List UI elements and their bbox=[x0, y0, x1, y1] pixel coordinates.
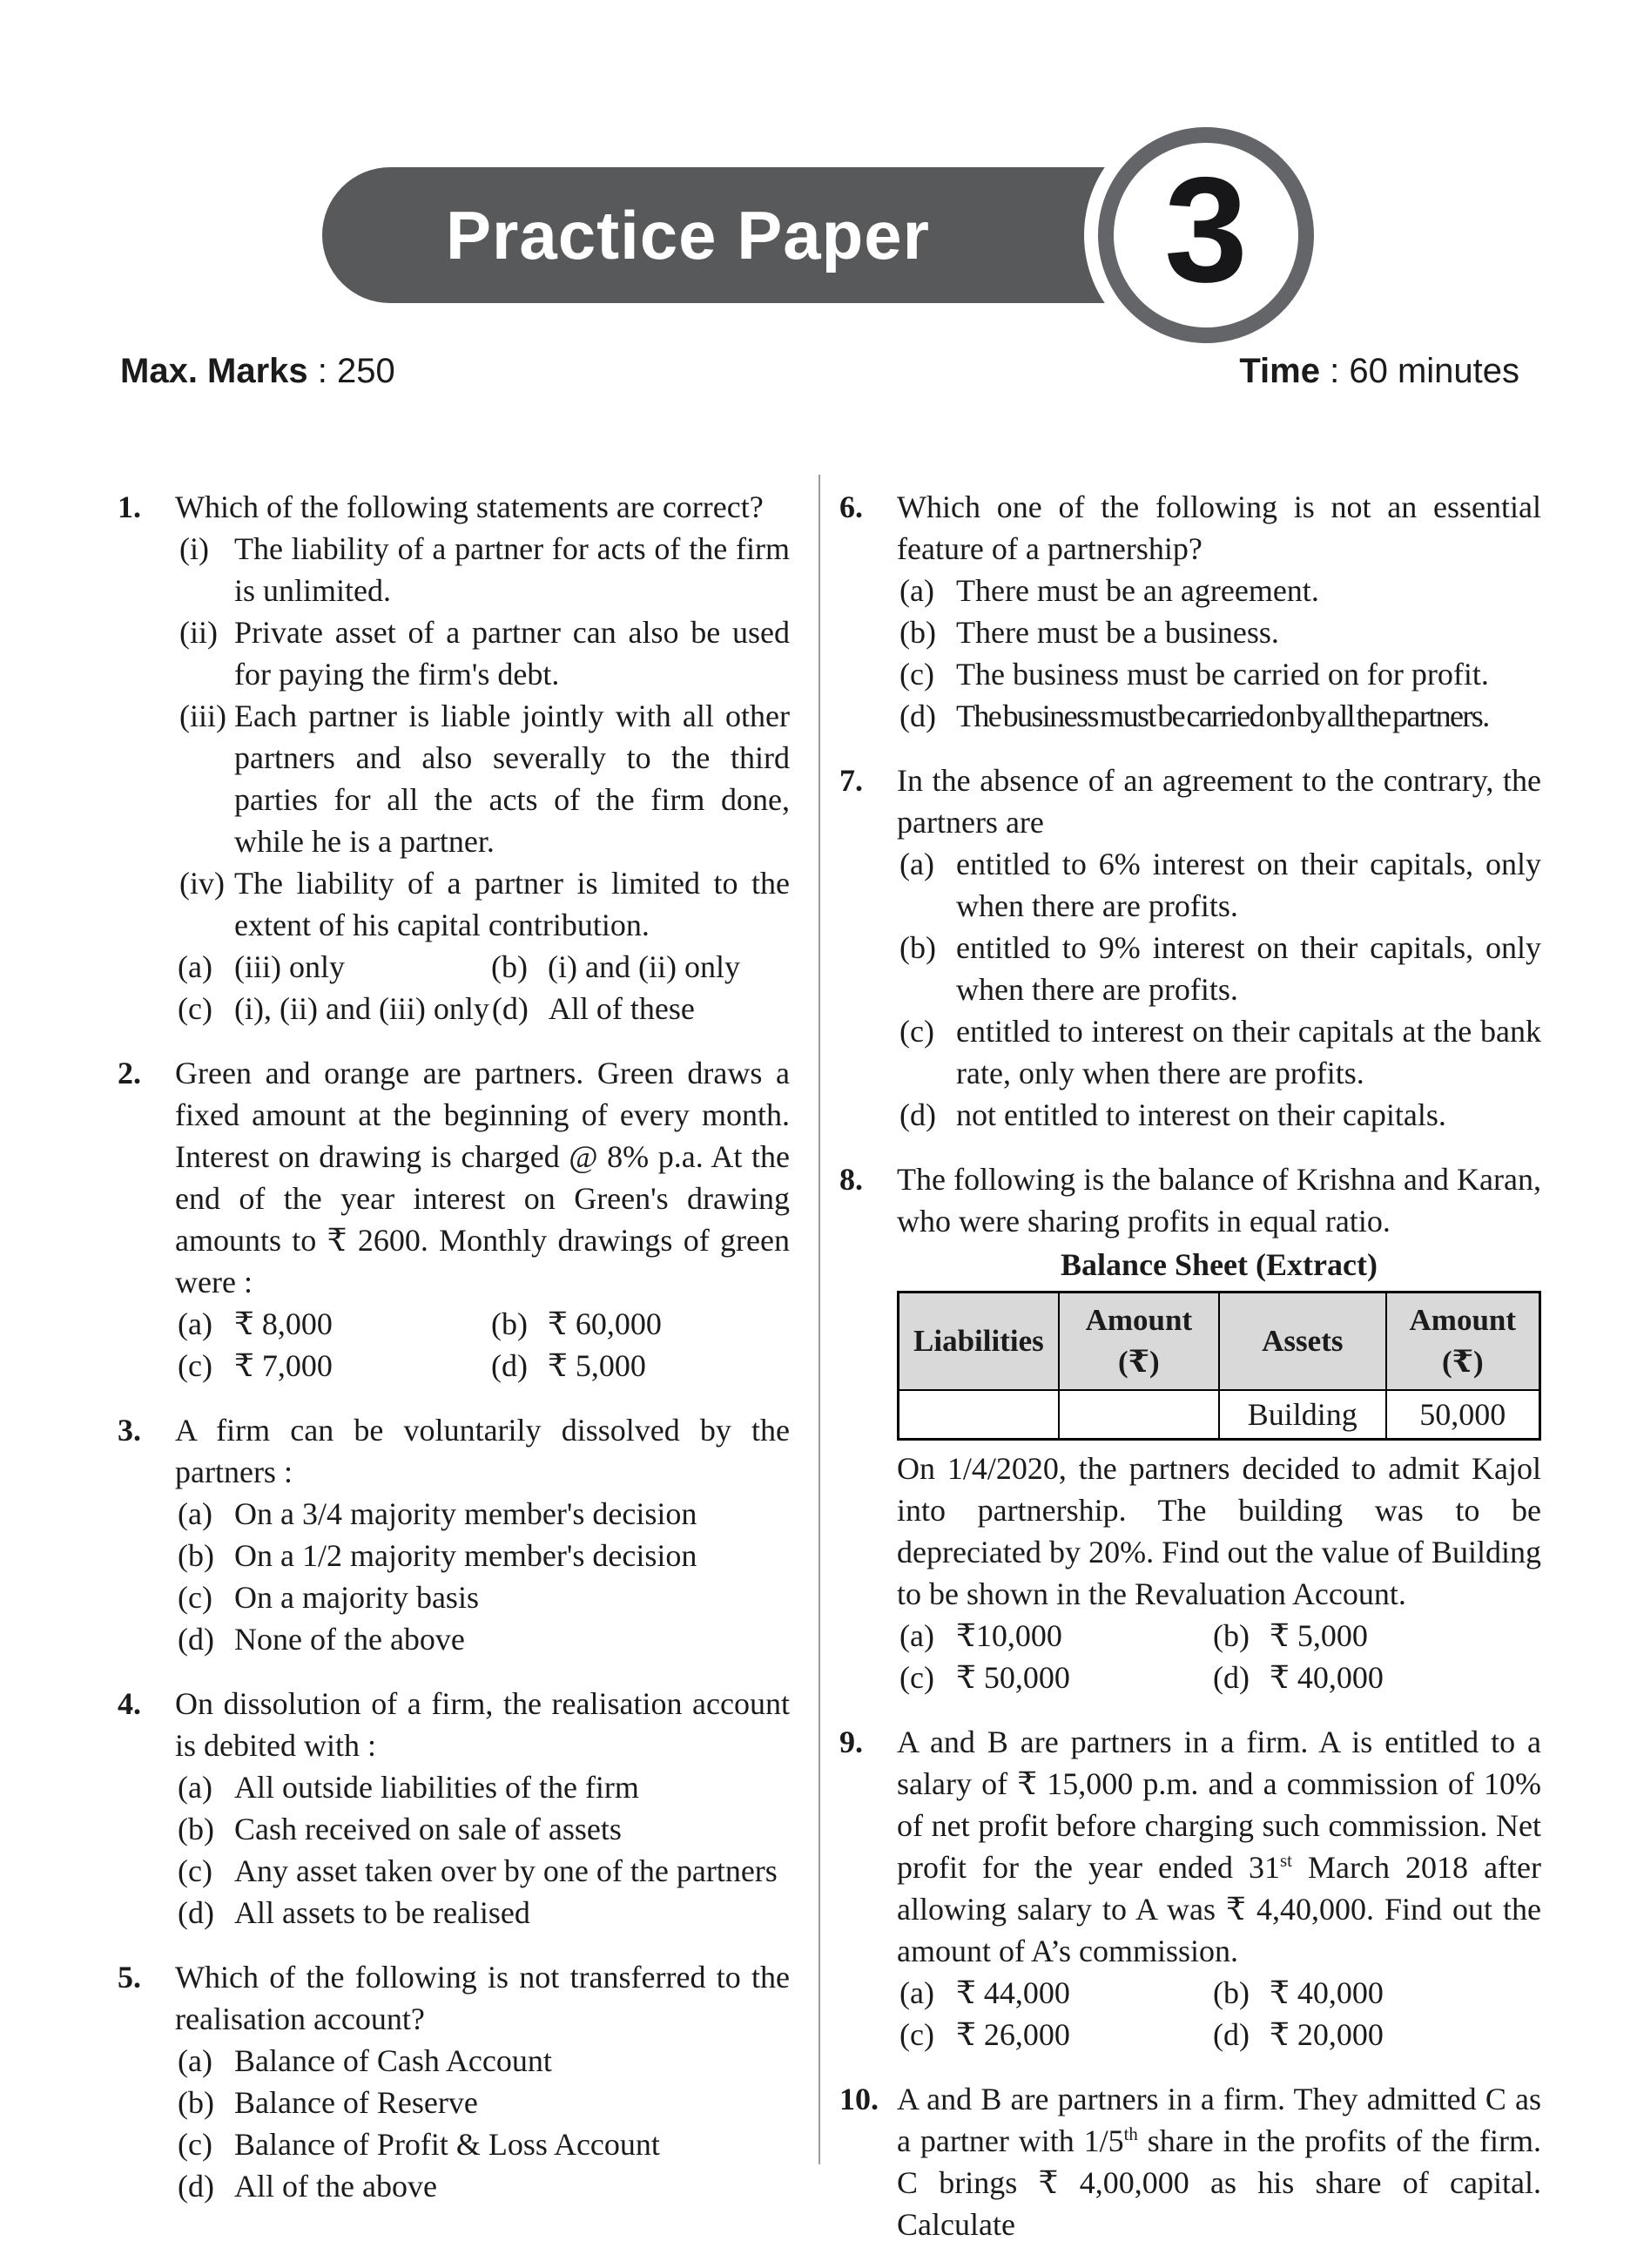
cell-asset: Building bbox=[1219, 1390, 1386, 1439]
question-number: 9. bbox=[839, 1724, 863, 1759]
option-d: (d) The business must be carried on by all the partners. bbox=[899, 699, 1489, 733]
statement-iii: (iii) Each partner is liable jointly with all other partners and also severally to the third parties for all the acts of the firm done, while he is a partner. bbox=[179, 699, 790, 859]
time-allowed bbox=[1239, 352, 1519, 391]
right-column bbox=[839, 486, 1541, 2268]
options-row bbox=[897, 1657, 1541, 1698]
option-c: (c) ₹ 50,000 bbox=[899, 1659, 1070, 1695]
cell-asset-amount: 50,000 bbox=[1386, 1390, 1540, 1439]
option-b: (b) (i) and (ii) only bbox=[491, 949, 740, 984]
cell-liabilities bbox=[899, 1390, 1059, 1439]
question-text: A and B are partners in a firm. A is entitled to a salary of ₹ 15,000 p.m. and a commission of 10% of net profit before charging such commission. Net profit for the year ended 31st March 2018 after allowing salary to A was ₹ 4,40,000. Find out the amount of A’s commission. bbox=[897, 1724, 1541, 1968]
option-a: (a) All outside liabilities of the firm bbox=[178, 1770, 639, 1805]
options-row bbox=[175, 946, 790, 988]
paper-number-badge bbox=[1098, 127, 1314, 343]
options-row bbox=[897, 1972, 1541, 2014]
options-row bbox=[897, 2014, 1541, 2055]
col-assets: Assets bbox=[1219, 1293, 1386, 1391]
option-b: (b) ₹ 40,000 bbox=[1213, 1974, 1384, 2010]
question-3 bbox=[118, 1409, 790, 1660]
question-text: A firm can be voluntarily dissolved by the partners : bbox=[175, 1413, 790, 1489]
question-text: On dissolution of a firm, the realisation account is debited with : bbox=[175, 1686, 790, 1763]
option-c: (c) (i), (ii) and (iii) only bbox=[178, 991, 489, 1026]
option-a: (a) Balance of Cash Account bbox=[178, 2043, 552, 2078]
option-c: (c) Any asset taken over by one of the partners bbox=[178, 1853, 778, 1888]
max-marks-value: : 250 bbox=[317, 352, 395, 390]
question-body: On 1/4/2020, the partners decided to admit Kajol into partnership. The building was to be depreciated by 20%. Find out the value of Building to be shown in the Revaluation Account. bbox=[897, 1450, 1541, 1611]
time-label: Time bbox=[1239, 352, 1320, 390]
question-number: 5. bbox=[118, 1960, 141, 1995]
question-intro: The following is the balance of Krishna and Karan, who were sharing profits in equal ratio. bbox=[897, 1162, 1541, 1239]
question-text: Green and orange are partners. Green draws a fixed amount at the beginning of every month. Interest on drawing is charged @ 8% p.a. At the end of the year interest on Green's drawing amounts to ₹ 2600. Monthly drawings of green were : bbox=[175, 1056, 790, 1299]
superscript: st bbox=[1280, 1849, 1292, 1871]
question-7 bbox=[839, 759, 1541, 1136]
options-row bbox=[175, 988, 790, 1029]
question-8 bbox=[839, 1158, 1541, 1698]
question-number: 6. bbox=[839, 489, 863, 524]
question-text: Which one of the following is not an essential feature of a partnership? bbox=[897, 489, 1541, 566]
superscript: th bbox=[1123, 2123, 1138, 2144]
table-row bbox=[899, 1390, 1540, 1439]
option-b: (b) On a 1/2 majority member's decision bbox=[178, 1538, 697, 1573]
option-b: (b) ₹ 5,000 bbox=[1213, 1617, 1368, 1653]
col-liab-amount: Amount (₹) bbox=[1059, 1293, 1219, 1391]
options-row bbox=[175, 1345, 790, 1387]
option-b: (b) entitled to 9% interest on their capitals, only when there are profits. bbox=[899, 930, 1541, 1007]
balance-sheet-title: Balance Sheet (Extract) bbox=[1061, 1247, 1378, 1282]
banner-title: Practice Paper bbox=[445, 196, 930, 273]
statement-ii: (ii) Private asset of a partner can also be used for paying the firm's debt. bbox=[179, 615, 790, 692]
question-text: Which of the following statements are correct? bbox=[175, 489, 764, 524]
question-number: 4. bbox=[118, 1686, 141, 1721]
statement-iv: (iv) The liability of a partner is limited to the extent of his capital contribution. bbox=[179, 866, 790, 942]
option-c: (c) entitled to interest on their capitals at the bank rate, only when there are profits. bbox=[899, 1014, 1541, 1090]
cell-liab-amount bbox=[1059, 1390, 1219, 1439]
balance-sheet-table bbox=[897, 1291, 1541, 1441]
option-a: (a) (iii) only bbox=[178, 949, 345, 984]
option-c: (c) The business must be carried on for profit. bbox=[899, 657, 1489, 692]
question-number: 1. bbox=[118, 489, 141, 524]
option-c: (c) ₹ 26,000 bbox=[899, 2016, 1070, 2052]
statement-i: (i) The liability of a partner for acts of the firm is unlimited. bbox=[179, 531, 790, 608]
question-9 bbox=[839, 1721, 1541, 2055]
option-c: (c) ₹ 7,000 bbox=[178, 1348, 333, 1383]
option-d: (d) ₹ 20,000 bbox=[1213, 2016, 1384, 2052]
max-marks-label: Max. Marks bbox=[120, 352, 308, 390]
question-number: 8. bbox=[839, 1162, 863, 1197]
option-b: (b) Cash received on sale of assets bbox=[178, 1812, 622, 1846]
option-b: (b) ₹ 60,000 bbox=[491, 1306, 662, 1341]
practice-paper-banner bbox=[322, 167, 1132, 303]
option-b: (b) Balance of Reserve bbox=[178, 2085, 478, 2120]
question-number: 2. bbox=[118, 1056, 141, 1090]
col-asset-amount: Amount (₹) bbox=[1386, 1293, 1540, 1391]
time-value: : 60 minutes bbox=[1330, 352, 1519, 390]
max-marks bbox=[120, 352, 395, 391]
options-row bbox=[175, 1303, 790, 1345]
option-b: (b) There must be a business. bbox=[899, 615, 1279, 650]
option-a: (a) ₹10,000 bbox=[899, 1617, 1062, 1653]
question-5 bbox=[118, 1956, 790, 2207]
question-1 bbox=[118, 486, 790, 1029]
option-a: (a) entitled to 6% interest on their capitals, only when there are profits. bbox=[899, 847, 1541, 923]
table-header-row bbox=[899, 1293, 1540, 1391]
option-a: (a) ₹ 8,000 bbox=[178, 1306, 333, 1341]
left-column bbox=[118, 486, 790, 2230]
option-d: (d) All of the above bbox=[178, 2169, 437, 2204]
question-2 bbox=[118, 1052, 790, 1387]
option-a: (a) ₹ 44,000 bbox=[899, 1974, 1070, 2010]
question-number: 7. bbox=[839, 763, 863, 798]
option-d: (d) None of the above bbox=[178, 1622, 465, 1657]
option-a: (a) There must be an agreement. bbox=[899, 573, 1319, 608]
option-d: (d) All assets to be realised bbox=[178, 1895, 530, 1930]
question-number: 10. bbox=[839, 2081, 879, 2116]
question-number: 3. bbox=[118, 1413, 141, 1448]
question-text: Which of the following is not transferred to the realisation account? bbox=[175, 1960, 790, 2036]
question-text: In the absence of an agreement to the contrary, the partners are bbox=[897, 763, 1541, 840]
question-10 bbox=[839, 2078, 1541, 2245]
question-6 bbox=[839, 486, 1541, 737]
option-d: (d) ₹ 5,000 bbox=[491, 1348, 646, 1383]
col-liabilities: Liabilities bbox=[899, 1293, 1059, 1391]
option-d: (d) All of these bbox=[491, 991, 695, 1026]
column-divider bbox=[818, 475, 820, 2164]
option-a: (a) On a 3/4 majority member's decision bbox=[178, 1496, 697, 1531]
question-text: A and B are partners in a firm. They admitted C as a partner with 1/5th share in the profits of the firm. C brings ₹ 4,00,000 as his share of capital. Calculate bbox=[897, 2081, 1541, 2242]
question-4 bbox=[118, 1683, 790, 1934]
option-d: (d) not entitled to interest on their capitals. bbox=[899, 1097, 1446, 1132]
option-c: (c) On a majority basis bbox=[178, 1580, 479, 1615]
option-d: (d) ₹ 40,000 bbox=[1213, 1659, 1384, 1695]
paper-number: 3 bbox=[1164, 146, 1248, 314]
option-c: (c) Balance of Profit & Loss Account bbox=[178, 2127, 660, 2162]
options-row bbox=[897, 1615, 1541, 1657]
